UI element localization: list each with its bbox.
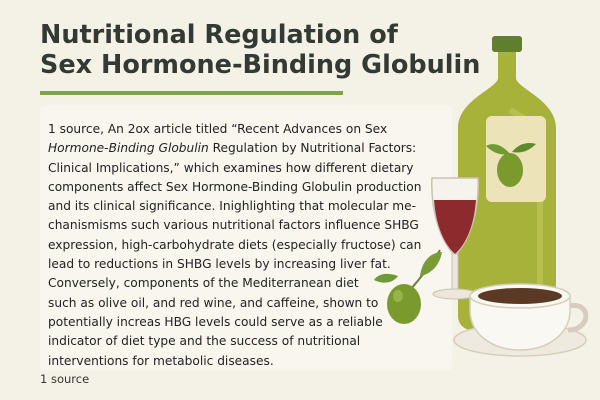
- page-title-line-1: Nutritional Regulation of: [40, 20, 398, 50]
- summary-line: chanismisms such various nutritional factors influence SHBG: [48, 218, 419, 233]
- source-footer: 1 source: [40, 372, 90, 386]
- summary-line: interventions for metabolic diseases.: [48, 353, 274, 368]
- page-title-line-2: Sex Hormone-Binding Globulin: [40, 50, 481, 80]
- italic-article-title: Hormone-Binding Globulin: [48, 141, 209, 156]
- summary-line: potentially increas HBG levels could serve as a reliable: [48, 314, 383, 329]
- summary-line: indicator of diet type and the success of nutritional: [48, 334, 361, 349]
- summary-line: lead to reductions in SHBG levels by increasing liver fat.: [48, 257, 391, 272]
- olive-branch-icon: [374, 250, 442, 324]
- summary-line: such as olive oil, and red wine, and caffeine, shown to: [48, 295, 379, 310]
- summary-line: Clinical Implications,” which examines how different dietary: [48, 160, 414, 175]
- summary-line: and its clinical significance. Inighlighting that molecular me-: [48, 199, 416, 214]
- summary-line-rest: Regulation by Nutritional Factors:: [208, 141, 417, 156]
- summary-line: components affect Sex Hormone-Binding Globulin production: [48, 179, 422, 194]
- summary-line: 1 source, An 2ox article titled “Recent Advances on Sex: [48, 122, 388, 136]
- coffee-cup-icon: [454, 284, 586, 356]
- summary-line: Conversely, components of the Mediterranean diet: [48, 276, 359, 291]
- summary-line: expression, high-carbohydrate diets (especially fructose) can: [48, 237, 422, 252]
